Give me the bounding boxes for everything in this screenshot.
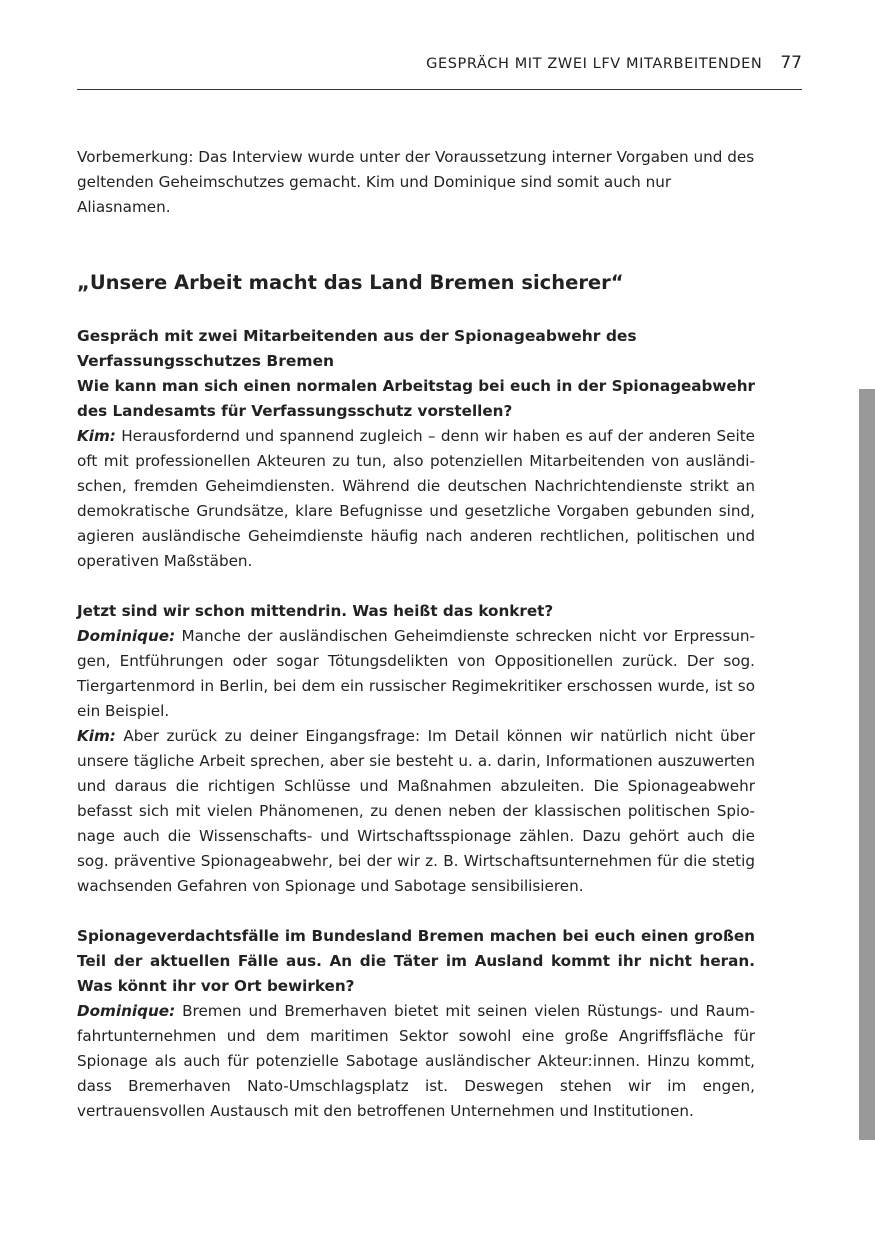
speaker-name: Dominique: — [77, 627, 176, 645]
question: Wie kann man sich einen normalen Arbeitstag bei euch in der Spionageabwehr des Landesamts für Verfassungsschutz vorstellen? — [77, 377, 755, 420]
answer-paragraph — [77, 999, 755, 1124]
running-title: GESPRÄCH MIT ZWEI LFV MITARBEITENDEN — [426, 56, 763, 72]
article-title: „Unsere Arbeit macht das Land Bremen sicherer“ — [77, 271, 624, 294]
prelude-paragraph: Vorbemerkung: Das Interview wurde unter der Voraussetzung interner Vorgaben und des geltenden Geheimschutzes gemacht. Kim und Dominique sind somit auch nur Aliasnamen. — [77, 148, 755, 216]
answer-text: Manche der ausländischen Geheimdienste schrecken nicht vor Erpressungen, Entführungen oder sogar Tötungsdelikten von Oppositionellen zurück. Der sog. Tiergartenmord in Berlin, bei dem ein russischer Regimekritiker erschossen wurde, ist so ein Beispiel. — [77, 627, 755, 720]
running-header — [77, 53, 802, 90]
qa-block-2 — [77, 599, 755, 899]
answer-text: Aber zurück zu deiner Eingangsfrage: Im Detail können wir natürlich nicht über unsere tägliche Arbeit sprechen, aber sie besteht u. a. darin, Informationen auszuwerten und daraus die richtigen Schlüsse und Maßnahmen abzuleiten. Die Spionageabwehr befasst sich mit vielen Phänomenen, zu denen neben der klassischen politischen Spionage auch die Wissenschafts- und Wirtschaftsspionage zählen. Dazu gehört auch die sog. präventive Spionageabwehr, bei der wir z. B. Wirtschaftsunternehmen für die stetig wachsenden Gefahren von Spionage und Sabotage sensibilisieren. — [77, 727, 755, 895]
speaker-name: Kim: — [77, 427, 116, 445]
answer-paragraph — [77, 424, 755, 574]
speaker-name: Dominique: — [77, 1002, 176, 1020]
qa-block-1 — [77, 374, 755, 574]
answer-paragraph — [77, 624, 755, 724]
answer-paragraph — [77, 724, 755, 899]
answer-text: Herausfordernd und spannend zugleich – denn wir haben es auf der anderen Seite oft mit professionellen Akteuren zu tun, also potenziellen Mitarbeitenden von ausländischen, fremden Geheimdiensten. Während die deutschen Nachrichtendienste strikt an demokratische Grundsätze, klare Befugnisse und gesetzliche Vorgaben gebunden sind, agieren ausländische Geheimdienste häufig nach anderen rechtlichen, politischen und operativen Maßstäben. — [77, 427, 755, 570]
qa-block-3 — [77, 924, 755, 1124]
page-number: 77 — [780, 53, 802, 73]
article-subtitle: Gespräch mit zwei Mitarbeitenden aus der Spionageabwehr des Verfassungsschutzes Bremen — [77, 327, 637, 370]
article-body — [77, 145, 755, 1149]
question: Jetzt sind wir schon mittendrin. Was heißt das konkret? — [77, 602, 554, 620]
question: Spionageverdachtsfälle im Bundesland Bremen machen bei euch einen großen Teil der aktuellen Fälle aus. An die Täter im Ausland kommt ihr nicht heran. Was könnt ihr vor Ort bewirken? — [77, 927, 755, 995]
speaker-name: Kim: — [77, 727, 116, 745]
answer-text: Bremen und Bremerhaven bietet mit seinen vielen Rüstungs- und Raumfahrtunternehmen und dem maritimen Sektor sowohl eine große Angriffsfläche für Spionage als auch für potenzielle Sabotage ausländischer Akteur:innen. Hinzu kommt, dass Bremerhaven Nato-Umschlagsplatz ist. Deswegen stehen wir im engen, vertrauensvollen Austausch mit den betroffenen Unternehmen und Institutionen. — [77, 1002, 755, 1120]
thumb-index-bar — [859, 389, 875, 1140]
